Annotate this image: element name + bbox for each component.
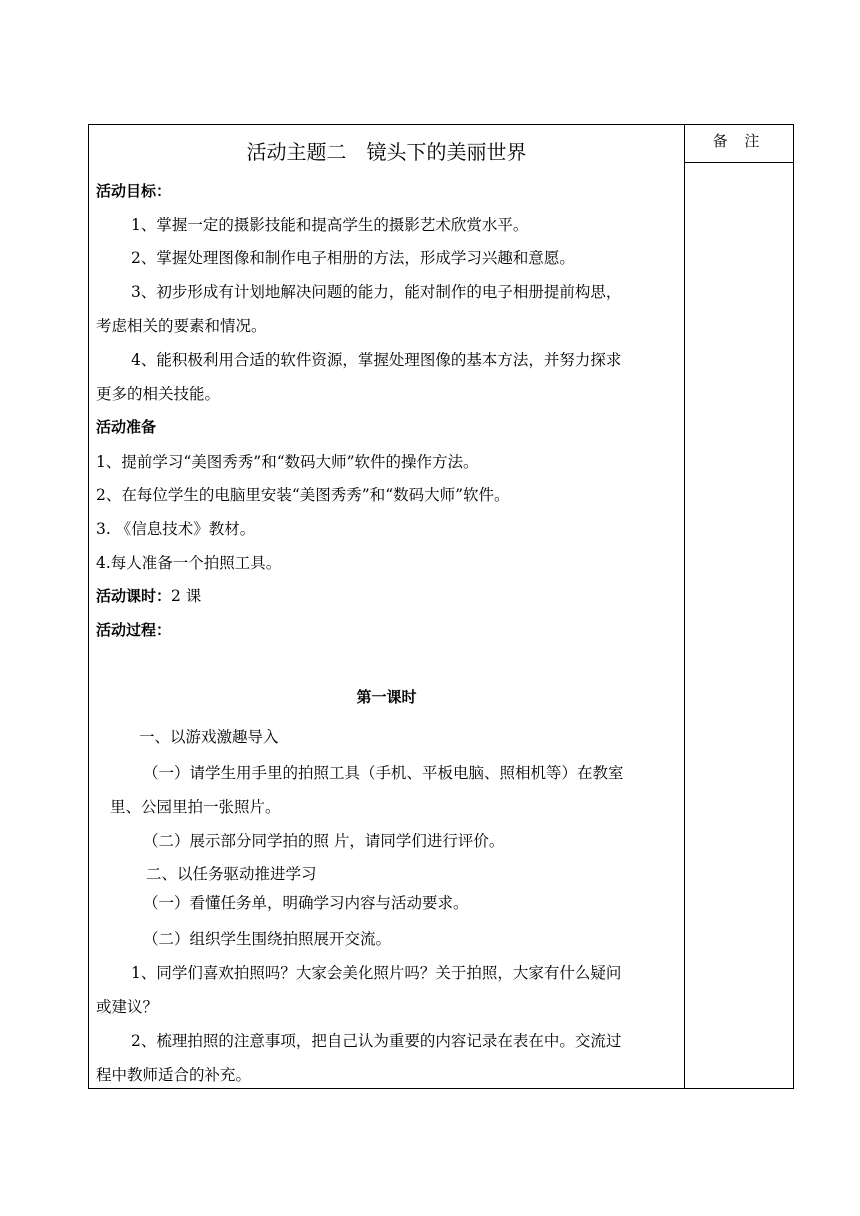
remark-header-divider	[684, 162, 794, 163]
goal-item-continued: 考虑相关的要素和情况。	[96, 317, 267, 335]
goal-item: 2、掌握处理图像和制作电子相册的方法，形成学习兴趣和意愿。	[131, 249, 575, 267]
lesson-line: 或建议？	[96, 998, 159, 1016]
preparation-item: 2、在每位学生的电脑里安装“美图秀秀”和“数码大师”软件。	[96, 486, 510, 504]
lesson-line: （二）组织学生围绕拍照展开交流。	[143, 930, 392, 948]
goal-item-continued: 更多的相关技能。	[96, 385, 221, 403]
preparation-item: 3. 《信息技术》教材。	[96, 520, 256, 538]
lesson-line: 二、以任务驱动推进学习	[146, 865, 317, 883]
goal-item: 4、能积极利用合适的软件资源，掌握处理图像的基本方法，并努力探求	[131, 351, 622, 369]
preparation-item: 4.每人准备一个拍照工具。	[96, 554, 282, 572]
lesson-line: （一）请学生用手里的拍照工具（手机、平板电脑、照相机等）在教室	[143, 764, 624, 782]
page-title: 活动主题二 镜头下的美丽世界	[246, 140, 527, 164]
class-hours-label: 活动课时：	[96, 587, 172, 605]
preparation-item: 1、提前学习“美图秀秀”和“数码大师”软件的操作方法。	[96, 453, 479, 471]
lesson-line: 2、梳理拍照的注意事项，把自己认为重要的内容记录在表在中。交流过	[131, 1032, 622, 1050]
preparation-heading: 活动准备	[96, 418, 157, 436]
goal-item: 1、掌握一定的摄影技能和提高学生的摄影艺术欣赏水平。	[131, 216, 529, 234]
remark-header: 备 注	[712, 132, 766, 150]
lesson-line: （二）展示部分同学拍的照 片，请同学们进行评价。	[143, 832, 505, 850]
remark-column-divider	[684, 124, 685, 1089]
lesson-line: 里、公园里拍一张照片。	[110, 798, 281, 816]
goal-item: 3、初步形成有计划地解决问题的能力，能对制作的电子相册提前构思，	[131, 283, 622, 301]
lesson-line: 一、以游戏激趣导入	[139, 728, 279, 746]
goals-heading: 活动目标：	[96, 182, 172, 200]
lesson-line: 1、同学们喜欢拍照吗？大家会美化照片吗？关于拍照，大家有什么疑问	[131, 964, 622, 982]
class-hours-value: 2 课	[171, 587, 202, 605]
lesson-line: 程中教师适合的补充。	[96, 1066, 252, 1084]
class-hours	[96, 584, 201, 606]
process-heading: 活动过程：	[96, 621, 172, 639]
lesson-line: （一）看懂任务单，明确学习内容与活动要求。	[143, 894, 469, 912]
lesson-title: 第一课时	[356, 688, 417, 706]
